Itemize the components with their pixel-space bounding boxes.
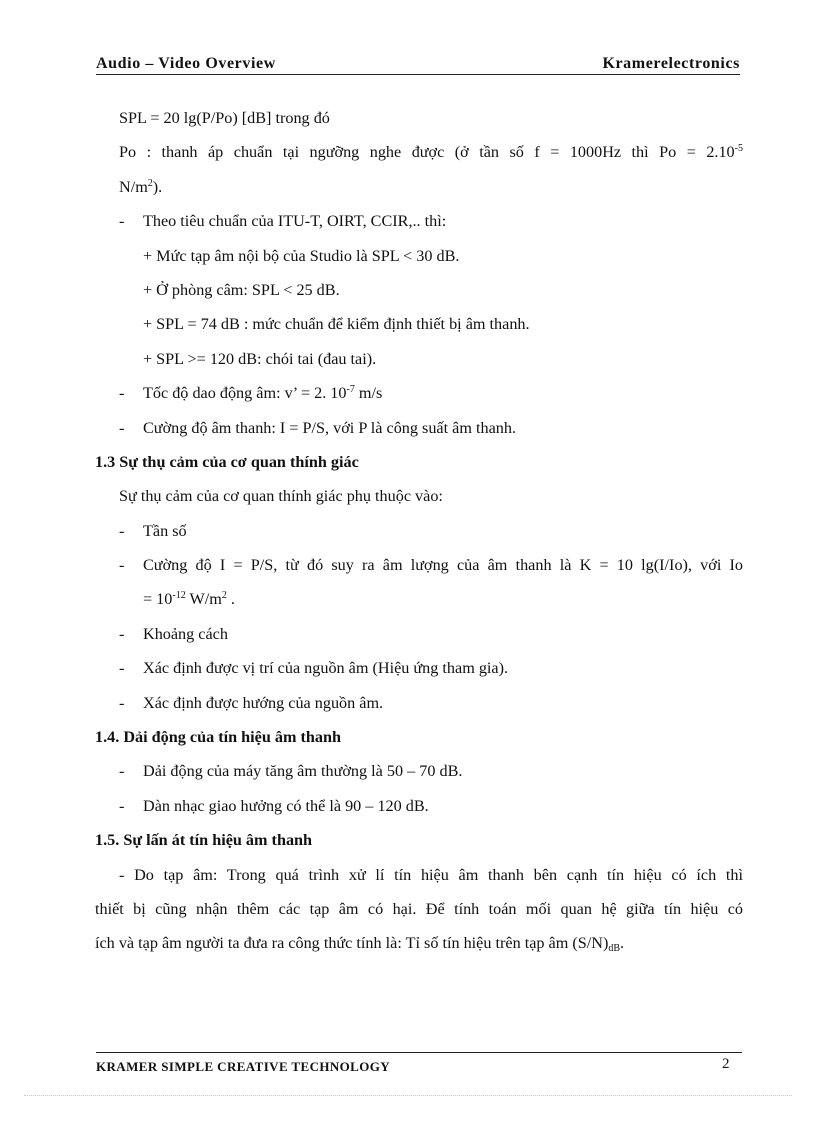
bullet-dash: -: [119, 556, 125, 575]
po-unit-line: $N/m^2$).: [119, 177, 163, 196]
list-item: - Cường độ I = P/S, từ đó suy ra âm lượng của âm thanh là K = 10 lg(I/Io), với Io: [95, 548, 743, 582]
bullet-dash: -: [119, 693, 125, 712]
header-left-title: Audio – Video Overview: [96, 55, 276, 72]
spl-formula-line: SPL = 20 lg(P/Po) [dB] trong đó: [119, 109, 330, 127]
section-heading-1-4: 1.4. Dải động của tín hiệu âm thanh: [95, 728, 342, 747]
sub-item: + Ở phòng câm: SPL < 25 dB.: [143, 280, 340, 299]
po-definition-line: Po : thanh áp chuẩn tại ngưỡng nghe được (ở tần số f = 1000Hz thì $Po = 2.10^{-5}$: [119, 143, 743, 162]
section-heading-1-5: 1.5. Sự lấn át tín hiệu âm thanh: [95, 831, 313, 850]
page-header: [96, 52, 740, 75]
list-item: - Dàn nhạc giao hưởng có thể là 90 – 120 dB.: [95, 789, 743, 823]
bullet-dash: -: [119, 384, 125, 403]
sub-item: + Mức tạp âm nội bộ của Studio là SPL < 30 dB.: [143, 246, 460, 265]
list-item: - Cường độ âm thanh: I = P/S, với P là công suất âm thanh.: [95, 411, 743, 445]
footer-divider: [96, 1052, 742, 1053]
page-break-line: [24, 1095, 792, 1096]
bullet-dash: -: [119, 521, 125, 540]
list-item: - Tốc độ dao động âm: v’ = 2. $10^{-7}$ m/s: [95, 376, 743, 410]
paragraph-line: - Do tạp âm: Trong quá trình xử lí tín hiệu âm thanh bên cạnh tín hiệu có ích thì: [119, 865, 743, 884]
list-item: - Khoảng cách: [95, 617, 743, 651]
footer-text: KRAMER SIMPLE CREATIVE TECHNOLOGY: [96, 1059, 391, 1071]
paragraph-line: ích và tạp âm người ta đưa ra công thức tính là: Tỉ số tín hiệu trên tạp âm $(S/N)_{dB}$.: [95, 934, 625, 955]
paragraph-line: thiết bị cũng nhận thêm các tạp âm có hại. Để tính toán mối quan hệ giữa tín hiệu có: [95, 899, 743, 918]
bullet-dash: -: [119, 624, 125, 643]
list-item: - Xác định được hướng của nguồn âm.: [95, 686, 743, 720]
sub-item: + SPL = 74 dB : mức chuẩn để kiểm định thiết bị âm thanh.: [143, 315, 530, 334]
bullet-dash: -: [119, 762, 125, 781]
continuation-line: = $10^{-12}$ $W/m^2$ .: [143, 590, 235, 609]
bullet-dash: -: [119, 212, 125, 231]
bullet-dash: -: [119, 418, 125, 437]
page-number: 2: [722, 1056, 730, 1072]
list-item: - Xác định được vị trí của nguồn âm (Hiệu ứng tham gia).: [95, 651, 743, 685]
header-right-title: Kramerelectronics: [602, 55, 740, 72]
list-item: - Theo tiêu chuẩn của ITU-T, OIRT, CCIR,.. thì:: [95, 204, 743, 238]
sub-item: + SPL >= 120 dB: chói tai (đau tai).: [143, 349, 377, 368]
document-body: [95, 101, 743, 961]
bullet-dash: -: [119, 796, 125, 815]
list-item: - Tần số: [95, 514, 743, 548]
bullet-dash: -: [119, 659, 125, 678]
section-heading-1-3: 1.3 Sự thụ cảm của cơ quan thính giác: [95, 452, 359, 471]
paragraph-line: Sự thụ cảm của cơ quan thính giác phụ thuộc vào:: [119, 487, 443, 506]
list-item: - Dải động của máy tăng âm thường là 50 – 70 dB.: [95, 754, 743, 788]
